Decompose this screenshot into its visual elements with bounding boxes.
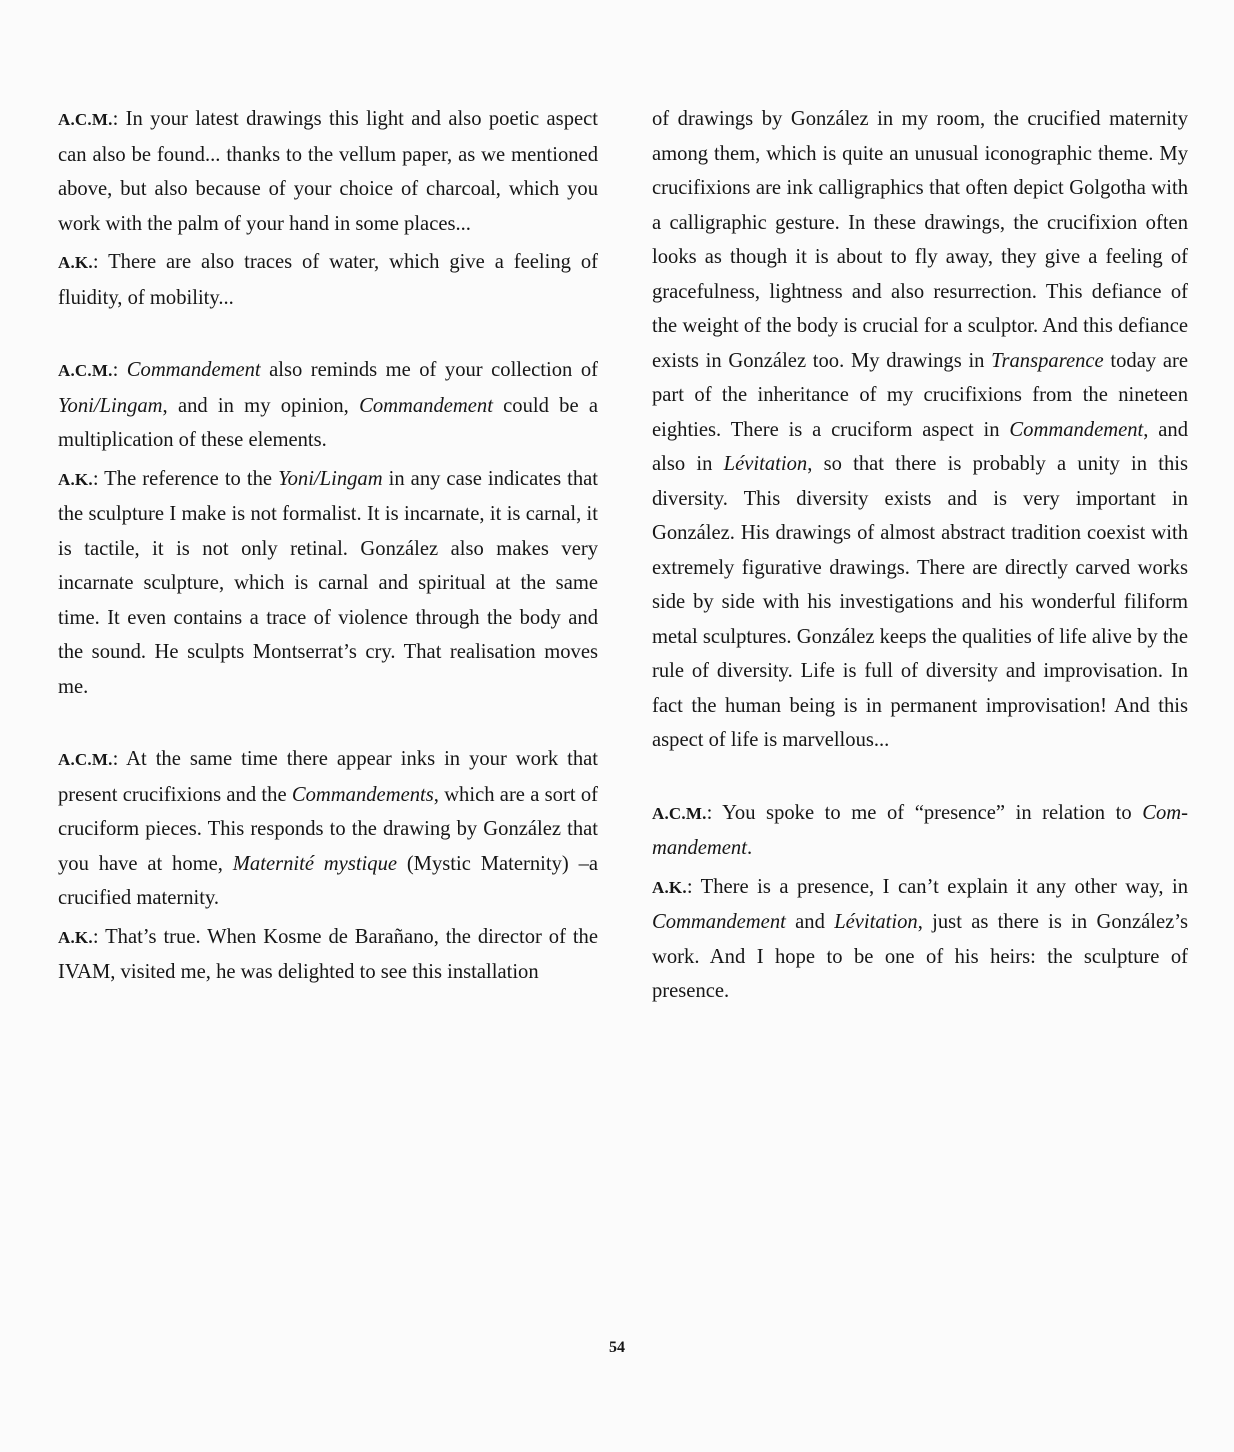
work-title: Yoni/Lingam bbox=[58, 394, 163, 417]
speaker-label: A.C.M. bbox=[58, 750, 113, 769]
work-title: Commandement bbox=[652, 911, 786, 933]
text-run: : That’s true. When Kosme de Barañano, the director of the IVAM, visited me, he was delighted to see this installation bbox=[58, 925, 598, 983]
paragraph bbox=[58, 462, 598, 705]
paragraph bbox=[58, 920, 598, 990]
work-title: Commandement bbox=[1009, 418, 1144, 441]
text-run: and bbox=[785, 911, 835, 933]
text-run: : In your latest drawings this light and also poetic aspect can also be found... thanks to the vellum paper, as we mentioned above, but also because of your choice of charcoal, which you work with the palm of your hand in some places... bbox=[58, 108, 598, 235]
work-title: Yoni/Lingam bbox=[278, 467, 383, 490]
speaker-label: A.C.M. bbox=[58, 361, 113, 380]
text-run: could be a multiplication of these elements. bbox=[58, 394, 598, 451]
paragraph bbox=[58, 245, 598, 315]
text-run: in any case indicates that the sculpture I make is not formalist. It is incarnate, it is carnal, it is tactile, it is not only retinal. González also makes very incarnate sculpture, which is carnal and spiritual at the same time. It even contains a trace of violence through the body and the sound. He sculpts Montserrat’s cry. That realisation moves me. bbox=[58, 467, 598, 698]
text-run: (Mystic Maternity) –a crucified maternity. bbox=[58, 852, 599, 909]
speaker-label: A.K. bbox=[652, 877, 687, 897]
work-title: Commandement bbox=[359, 394, 493, 417]
work-title: Lévitation bbox=[834, 911, 918, 933]
speaker-label: A.K. bbox=[58, 469, 93, 489]
text-run: : bbox=[112, 359, 127, 381]
page-number: 54 bbox=[609, 1339, 625, 1356]
speaker-label: A.K. bbox=[58, 253, 93, 272]
paragraph bbox=[58, 353, 598, 458]
left-column bbox=[58, 102, 598, 990]
work-title: Commandements bbox=[291, 783, 434, 806]
text-run: , so that there is probably a unity in this diversity. This diversity exists and is very important in González. His drawings of almost abstract tradition coexist with extremely figurative drawings. There are directly carved works side by side with his investigations and his wonderful filiform metal sculptures. González keeps the qualities of life alive by the rule of diversity. Life is full of diversity and improvisation. In fact the human being is in permanent improvisation! And this aspect of life is marvellous... bbox=[652, 453, 1188, 751]
text-run: : There are also traces of water, which give a feeling of fluidity, of mobility... bbox=[58, 251, 598, 309]
work-title: Commandement bbox=[126, 359, 261, 381]
text-run: of drawings by González in my room, the crucified maternity among them, which is quite an unusual iconographic theme. My crucifixions are ink calligraphics that often depict Golgotha with a calligraphic gesture. In these drawings, the crucifixion often looks as though it is about to fly away, they give a feeling of gracefulness, lightness and also resurrection. This defiance of the weight of the body is crucial for a sculptor. And this defiance exists in González too. My drawings in bbox=[652, 108, 1188, 372]
text-run: today are part of the inheritance of my crucifixions from the nineteen eighties. There is a cruciform aspect in bbox=[652, 349, 1188, 441]
text-run: : There is a presence, I can’t explain it any other way, in bbox=[686, 875, 1188, 898]
work-title: Lévitation bbox=[723, 453, 808, 475]
text-run: : At the same time there appear inks in your work that present crucifixions and the bbox=[58, 748, 598, 806]
speaker-label: A.K. bbox=[58, 927, 93, 947]
paragraph bbox=[652, 102, 1188, 758]
text-run: also reminds me of your collection of bbox=[260, 359, 598, 381]
text-run: . bbox=[746, 837, 753, 859]
work-title: Maternité mystique bbox=[232, 852, 398, 875]
paragraph bbox=[652, 796, 1188, 866]
text-run: : You spoke to me of “presence” in relation to bbox=[706, 801, 1143, 824]
speaker-label: A.C.M. bbox=[652, 803, 707, 823]
paragraph bbox=[58, 742, 598, 916]
text-run: : The reference to the bbox=[92, 467, 279, 490]
text-run: , which are a sort of cruciform pieces. This responds to the drawing by González that you have at home, bbox=[58, 783, 598, 875]
right-column bbox=[652, 102, 1188, 1009]
paragraph bbox=[652, 870, 1188, 1009]
text-run: , just as there is in González’s work. And I hope to be one of his heirs: the sculpture of presence. bbox=[652, 911, 1188, 1002]
work-title: Transparence bbox=[991, 349, 1104, 372]
text-run: , and in my opinion, bbox=[162, 394, 360, 417]
work-title: Commandement bbox=[652, 801, 1188, 859]
text-run: , and also in bbox=[652, 418, 1189, 475]
paragraph bbox=[58, 102, 598, 241]
speaker-label: A.C.M. bbox=[58, 110, 113, 129]
